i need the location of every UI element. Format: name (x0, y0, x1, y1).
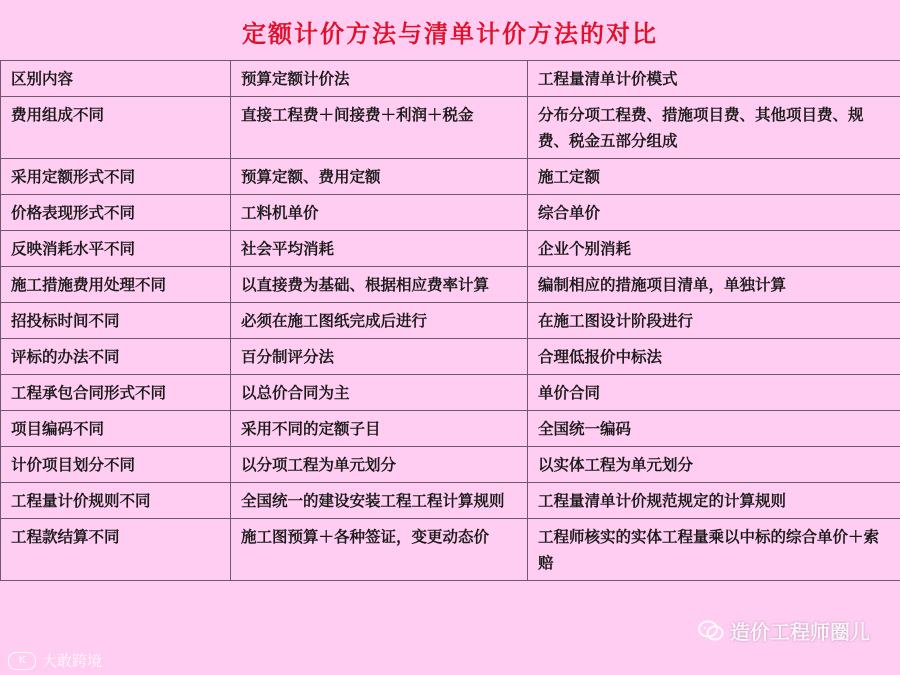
logo-mark-icon: K (8, 652, 36, 670)
header-cell-quota-method: 预算定额计价法 (231, 61, 528, 97)
row-category-cell: 采用定额形式不同 (1, 159, 231, 195)
row-quota-method-cell: 必须在施工图纸完成后进行 (231, 303, 528, 339)
row-quota-method-cell: 直接工程费＋间接费＋利润＋税金 (231, 97, 528, 159)
row-category-cell: 反映消耗水平不同 (1, 231, 231, 267)
table-row (1, 447, 900, 483)
row-quota-method-cell: 以总价合同为主 (231, 375, 528, 411)
row-bill-method-cell: 分布分项工程费、措施项目费、其他项目费、规费、税金五部分组成 (528, 97, 900, 159)
wechat-icon (698, 620, 724, 642)
watermark-text: 造价工程师圈儿 (730, 620, 870, 644)
row-bill-method-cell: 企业个别消耗 (528, 231, 900, 267)
table-row (1, 375, 900, 411)
header-cell-category: 区别内容 (1, 61, 231, 97)
row-bill-method-cell: 合理低报价中标法 (528, 339, 900, 375)
row-quota-method-cell: 施工图预算＋各种签证，变更动态价 (231, 519, 528, 581)
table-row (1, 267, 900, 303)
row-bill-method-cell: 在施工图设计阶段进行 (528, 303, 900, 339)
row-quota-method-cell: 以分项工程为单元划分 (231, 447, 528, 483)
row-quota-method-cell: 采用不同的定额子目 (231, 411, 528, 447)
page-title: 定额计价方法与清单计价方法的对比 (242, 20, 658, 48)
row-quota-method-cell: 社会平均消耗 (231, 231, 528, 267)
table-row (1, 231, 900, 267)
row-category-cell: 施工措施费用处理不同 (1, 267, 231, 303)
watermark (698, 616, 870, 645)
row-category-cell: 项目编码不同 (1, 411, 231, 447)
table-row (1, 195, 900, 231)
row-bill-method-cell: 单价合同 (528, 375, 900, 411)
site-logo (8, 650, 102, 671)
header-cell-bill-method: 工程量清单计价模式 (528, 61, 900, 97)
table-header-row (1, 61, 900, 97)
table-row (1, 483, 900, 519)
table-row (1, 339, 900, 375)
row-bill-method-cell: 施工定额 (528, 159, 900, 195)
row-category-cell: 工程量计价规则不同 (1, 483, 231, 519)
row-quota-method-cell: 全国统一的建设安装工程工程计算规则 (231, 483, 528, 519)
row-category-cell: 计价项目划分不同 (1, 447, 231, 483)
row-quota-method-cell: 工料机单价 (231, 195, 528, 231)
row-bill-method-cell: 以实体工程为单元划分 (528, 447, 900, 483)
row-quota-method-cell: 以直接费为基础、根据相应费率计算 (231, 267, 528, 303)
row-category-cell: 价格表现形式不同 (1, 195, 231, 231)
row-bill-method-cell: 全国统一编码 (528, 411, 900, 447)
row-category-cell: 工程款结算不同 (1, 519, 231, 581)
row-bill-method-cell: 综合单价 (528, 195, 900, 231)
row-quota-method-cell: 百分制评分法 (231, 339, 528, 375)
table-row (1, 159, 900, 195)
row-bill-method-cell: 工程量清单计价规范规定的计算规则 (528, 483, 900, 519)
comparison-table (0, 60, 900, 581)
table-row (1, 303, 900, 339)
logo-text: 大敢跨境 (42, 652, 103, 670)
row-category-cell: 招投标时间不同 (1, 303, 231, 339)
row-category-cell: 费用组成不同 (1, 97, 231, 159)
row-category-cell: 评标的办法不同 (1, 339, 231, 375)
table-row (1, 519, 900, 581)
row-bill-method-cell: 编制相应的措施项目清单，单独计算 (528, 267, 900, 303)
table-row (1, 411, 900, 447)
table-row (1, 97, 900, 159)
row-category-cell: 工程承包合同形式不同 (1, 375, 231, 411)
row-bill-method-cell: 工程师核实的实体工程量乘以中标的综合单价＋索赔 (528, 519, 900, 581)
row-quota-method-cell: 预算定额、费用定额 (231, 159, 528, 195)
